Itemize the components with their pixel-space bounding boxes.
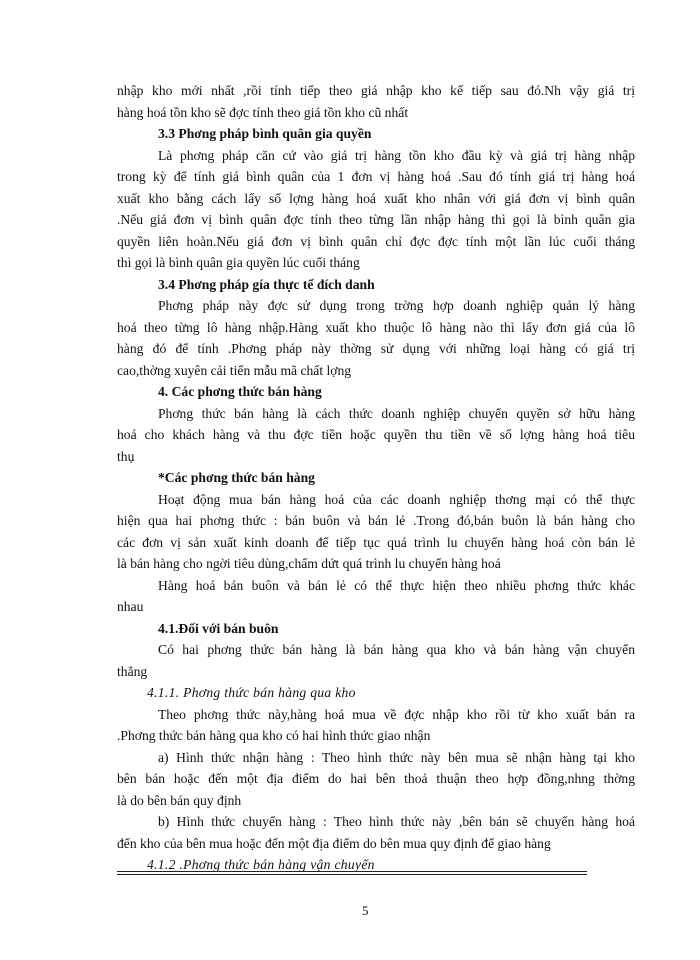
- paragraph-line: hoá cho khách hàng và thu đợc tiền hoặc quyền thu tiền về số lợng hàng hoá tiêu: [117, 427, 635, 442]
- paragraph-line: hiện qua hai phơng thức : bán buôn và bán lẻ .Trong đó,bán buôn là bán hàng cho: [117, 513, 635, 528]
- paragraph-line: nhau: [117, 599, 144, 614]
- paragraph-line: bên bán hoặc đến một địa điểm do hai bên thoả thuận theo hợp đồng,nhng thờng: [117, 771, 635, 786]
- paragraph-line: thì gọi là bình quân gia quyền lúc cuối tháng: [117, 255, 360, 270]
- paragraph: [117, 747, 635, 812]
- paragraph-line: quyền liên hoàn.Nếu giá đơn vị bình quân chỉ đợc đợc tính một lần lúc cuối tháng: [117, 233, 635, 249]
- paragraph: [117, 403, 635, 468]
- section-heading: 3.4 Phơng pháp gía thực tế đích danh: [158, 276, 375, 292]
- paragraph-line: .Nếu giá đơn vị bình quân đợc tính theo từng lần nhập hàng thì gọi là bình quân gia: [117, 212, 635, 227]
- page-body: [117, 80, 635, 876]
- paragraph: [117, 80, 635, 123]
- paragraph-line: cao,thờng xuyên cải tiến mẫu mã chất lợng: [117, 362, 352, 378]
- section-heading: 4.1.Đối với bán buôn: [158, 620, 279, 636]
- paragraph-line: Là phơng pháp căn cứ vào giá trị hàng tồn kho đầu kỳ và giá trị hàng nhập: [158, 147, 635, 163]
- paragraph-line: hoá theo từng lô hàng nhập.Hàng xuất kho thuộc lô hàng nào thì lấy đơn giá của lô: [117, 319, 635, 335]
- paragraph: [117, 489, 635, 575]
- paragraph-line: hàng hoá tồn kho sẽ đợc tính theo giá tồn kho cũ nhất: [117, 104, 409, 120]
- paragraph-line: đến kho của bên mua hoặc đến một địa điểm do bên mua quy định để giao hàng: [117, 835, 551, 851]
- paragraph-line: trong kỳ để tính giá bình quân của 1 đơn vị hàng hoá .Sau đó tính giá trị hàng hoá: [117, 169, 635, 184]
- paragraph-line: Phơng pháp này đợc sử dụng trong trờng hợp doanh nghiệp quản lý hàng: [158, 298, 635, 313]
- footer-rule-top: [117, 871, 587, 872]
- paragraph-line: thẳng: [117, 663, 148, 679]
- paragraph-line: các đơn vị sản xuất kinh doanh để tiếp tục quá trình lu chuyển hàng hoá còn bán lẻ: [117, 534, 635, 550]
- paragraph-line: .Phơng thức bán hàng qua kho có hai hình thức giao nhận: [117, 728, 431, 743]
- paragraph: [117, 639, 635, 682]
- paragraph: [117, 295, 635, 381]
- subsection-heading: 4.1.2 .Phơng thức bán hàng vận chuyển: [147, 857, 375, 872]
- paragraph-line: hàng đó để tính .Phơng pháp này thờng sử dụng với những loại hàng có giá trị: [117, 341, 635, 356]
- paragraph-line: là bán hàng cho ngời tiêu dùng,chấm dứt quá trình lu chuyển hàng hoá: [117, 556, 501, 571]
- paragraph-line: nhập kho mới nhất ,rồi tính tiếp theo giá nhập kho kế tiếp sau đó.Nh vậy giá trị: [117, 83, 635, 98]
- section-heading: *Các phơng thức bán hàng: [158, 470, 315, 485]
- paragraph-line: là do bên bán quy định: [117, 792, 242, 808]
- paragraph: [117, 145, 635, 274]
- paragraph: [117, 704, 635, 747]
- section-heading: 3.3 Phơng pháp bình quân gia quyền: [158, 126, 372, 141]
- page-number: 5: [362, 903, 369, 918]
- paragraph-line: Có hai phơng thức bán hàng là bán hàng qua kho và bán hàng vận chuyển: [158, 642, 635, 657]
- footer-rule-bottom: [117, 874, 587, 875]
- paragraph-line: a) Hình thức nhận hàng : Theo hình thức này bên mua sẽ nhận hàng tại kho: [158, 749, 635, 765]
- section-heading: 4. Các phơng thức bán hàng: [158, 384, 322, 399]
- paragraph-line: b) Hình thức chuyển hàng : Theo hình thức này ,bên bán sẽ chuyển hàng hoá: [158, 814, 635, 829]
- subsection-heading: 4.1.1. Phơng thức bán hàng qua kho: [147, 685, 356, 700]
- paragraph-line: Hoạt động mua bán hàng hoá của các doanh nghiệp thơng mại có thể thực: [158, 491, 635, 507]
- paragraph-line: xuất kho bằng cách lấy số lợng hàng hoá xuất kho nhân với giá đơn vị bình quân: [117, 190, 635, 206]
- paragraph-line: Phơng thức bán hàng là cách thức doanh nghiệp chuyển quyền sở hữu hàng: [158, 405, 635, 421]
- paragraph-line: Theo phơng thức này,hàng hoá mua về đợc nhập kho rồi từ kho xuất bán ra: [158, 706, 635, 722]
- paragraph-line: Hàng hoá bán buôn và bán lẻ có thể thực hiện theo nhiều phơng thức khác: [158, 577, 635, 593]
- paragraph-line: thụ: [117, 448, 135, 464]
- paragraph: [117, 575, 635, 618]
- paragraph: [117, 811, 635, 854]
